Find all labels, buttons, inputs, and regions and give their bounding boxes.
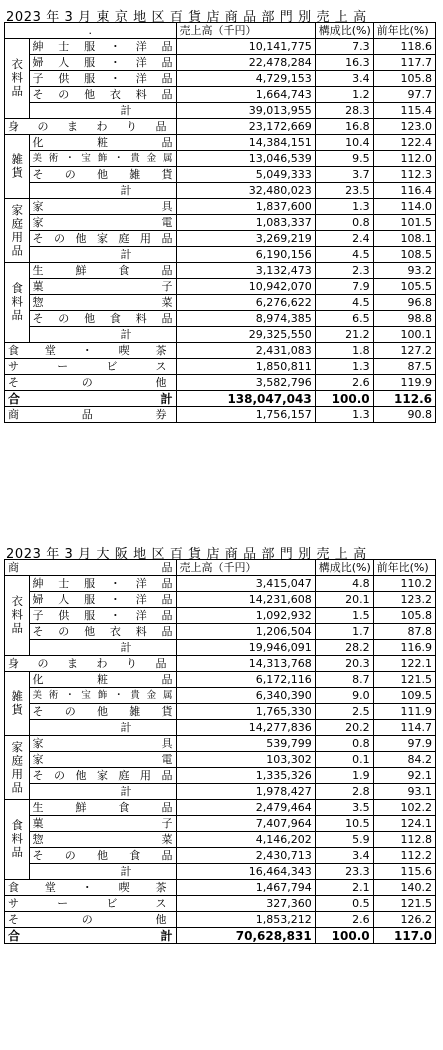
table-row (5, 359, 436, 375)
yoy-cell: 96.8 (373, 295, 435, 311)
share-cell: 3.5 (315, 800, 373, 816)
row-label: 子供服・洋品 (29, 608, 176, 624)
row-label: 家電 (29, 752, 176, 768)
sales-cell: 1,335,326 (176, 768, 315, 784)
total-label-last: 計 (160, 928, 173, 943)
row-label: 食堂・喫茶 (5, 343, 177, 359)
yoy-cell: 126.2 (373, 912, 435, 928)
sales-cell: 6,340,390 (176, 688, 315, 704)
table-row (5, 800, 436, 816)
yoy-cell: 122.1 (373, 656, 435, 672)
share-cell: 2.5 (315, 704, 373, 720)
sales-cell: 1,837,600 (176, 199, 315, 215)
table-row (5, 167, 436, 183)
sales-cell: 1,765,330 (176, 704, 315, 720)
table-row (5, 151, 436, 167)
sales-cell: 19,946,091 (176, 640, 315, 656)
row-label: 紳士服・洋品 (29, 576, 176, 592)
row-label: 美術・宝飾・貴金属 (29, 151, 176, 167)
yoy-cell: 121.5 (373, 672, 435, 688)
header-row (5, 560, 436, 576)
row-label: 婦人服・洋品 (29, 55, 176, 71)
table-row (5, 624, 436, 640)
sales-cell: 539,799 (176, 736, 315, 752)
table-row (5, 688, 436, 704)
yoy-cell: 97.7 (373, 87, 435, 103)
category-cell: 衣料品 (5, 39, 30, 119)
yoy-cell: 124.1 (373, 816, 435, 832)
yoy-cell: 114.0 (373, 199, 435, 215)
sales-cell: 1,978,427 (176, 784, 315, 800)
osaka-table-title: 2023 年 3 月 大 阪 地 区 百 貨 店 商 品 部 門 別 売 上 高 (6, 547, 367, 562)
header-sales: 売上高（千円） (176, 23, 315, 39)
yoy-cell: 127.2 (373, 343, 435, 359)
share-cell: 2.8 (315, 784, 373, 800)
sales-cell: 6,190,156 (176, 247, 315, 263)
row-label: 惣菜 (29, 832, 176, 848)
sales-cell: 14,277,836 (176, 720, 315, 736)
sales-cell: 14,384,151 (176, 135, 315, 151)
share-cell: 3.4 (315, 848, 373, 864)
subtotal-row (5, 640, 436, 656)
share-cell: 1.3 (315, 407, 373, 423)
share-cell: 23.5 (315, 183, 373, 199)
sales-cell: 3,132,473 (176, 263, 315, 279)
sales-cell: 3,582,796 (176, 375, 315, 391)
table-row (5, 848, 436, 864)
category-cell: 食料品 (5, 800, 30, 880)
row-label: 家具 (29, 199, 176, 215)
yoy-cell: 84.2 (373, 752, 435, 768)
share-cell: 3.4 (315, 71, 373, 87)
row-label: その他雑貨 (29, 167, 176, 183)
table-row (5, 736, 436, 752)
sales-cell: 13,046,539 (176, 151, 315, 167)
yoy-cell: 101.5 (373, 215, 435, 231)
total-label (5, 928, 177, 944)
row-label: 美術・宝飾・貴金属 (29, 688, 176, 704)
table-row (5, 407, 436, 423)
table-row (5, 39, 436, 55)
sales-cell: 1,850,811 (176, 359, 315, 375)
category-cell: 家庭用品 (5, 199, 30, 263)
table-row (5, 295, 436, 311)
share-cell: 4.8 (315, 576, 373, 592)
row-label: 生鮮食品 (29, 800, 176, 816)
sales-cell: 14,231,608 (176, 592, 315, 608)
row-label: その他 (5, 912, 177, 928)
subtotal-row (5, 183, 436, 199)
sales-cell: 327,360 (176, 896, 315, 912)
row-label: その他家庭用品 (29, 231, 176, 247)
header-share: 構成比(%) (315, 560, 373, 576)
table-row (5, 752, 436, 768)
yoy-cell: 112.8 (373, 832, 435, 848)
sales-cell: 16,464,343 (176, 864, 315, 880)
sales-cell: 22,478,284 (176, 55, 315, 71)
yoy-cell: 118.6 (373, 39, 435, 55)
yoy-cell: 112.6 (373, 391, 435, 407)
header-label (5, 560, 177, 576)
yoy-cell: 112.3 (373, 167, 435, 183)
table-row (5, 119, 436, 135)
sales-cell: 5,049,333 (176, 167, 315, 183)
row-label: 化粧品 (29, 672, 176, 688)
table-row (5, 608, 436, 624)
yoy-cell: 105.8 (373, 608, 435, 624)
sales-cell: 10,942,070 (176, 279, 315, 295)
grand-total-row (5, 391, 436, 407)
share-cell: 2.1 (315, 880, 373, 896)
subtotal-row (5, 327, 436, 343)
share-cell: 1.3 (315, 359, 373, 375)
sales-cell: 4,146,202 (176, 832, 315, 848)
subtotal-label: 計 (29, 183, 176, 199)
yoy-cell: 111.9 (373, 704, 435, 720)
share-cell: 28.3 (315, 103, 373, 119)
header-yoy: 前年比(%) (373, 23, 435, 39)
yoy-cell: 97.9 (373, 736, 435, 752)
row-label: 家電 (29, 215, 176, 231)
yoy-cell: 115.6 (373, 864, 435, 880)
share-cell: 2.4 (315, 231, 373, 247)
yoy-cell: 87.5 (373, 359, 435, 375)
table-row (5, 231, 436, 247)
total-label-last: 計 (160, 391, 173, 406)
row-label: 商品券 (5, 407, 177, 423)
share-cell: 20.2 (315, 720, 373, 736)
table-row (5, 880, 436, 896)
sales-cell: 2,430,713 (176, 848, 315, 864)
table-row (5, 279, 436, 295)
yoy-cell: 123.0 (373, 119, 435, 135)
yoy-cell: 109.5 (373, 688, 435, 704)
yoy-cell: 112.2 (373, 848, 435, 864)
category-cell: 食料品 (5, 263, 30, 343)
yoy-cell: 117.7 (373, 55, 435, 71)
header-label-last: 品 (161, 560, 173, 574)
subtotal-label: 計 (29, 103, 176, 119)
row-label: 惣菜 (29, 295, 176, 311)
share-cell: 0.8 (315, 736, 373, 752)
table-row (5, 87, 436, 103)
row-label: 菓子 (29, 816, 176, 832)
share-cell: 9.0 (315, 688, 373, 704)
row-label: その他 (5, 375, 177, 391)
share-cell: 100.0 (315, 391, 373, 407)
table-row (5, 135, 436, 151)
share-cell: 16.3 (315, 55, 373, 71)
yoy-cell: 123.2 (373, 592, 435, 608)
share-cell: 20.1 (315, 592, 373, 608)
yoy-cell: 100.1 (373, 327, 435, 343)
table-row (5, 816, 436, 832)
share-cell: 8.7 (315, 672, 373, 688)
share-cell: 7.3 (315, 39, 373, 55)
header-share: 構成比(%) (315, 23, 373, 39)
yoy-cell: 105.8 (373, 71, 435, 87)
sales-cell: 6,276,622 (176, 295, 315, 311)
category-cell: 衣料品 (5, 576, 30, 656)
share-cell: 1.3 (315, 199, 373, 215)
row-label: 子供服・洋品 (29, 71, 176, 87)
share-cell: 21.2 (315, 327, 373, 343)
table-row (5, 768, 436, 784)
table-row (5, 215, 436, 231)
share-cell: 4.5 (315, 295, 373, 311)
yoy-cell: 112.0 (373, 151, 435, 167)
share-cell: 9.5 (315, 151, 373, 167)
subtotal-label: 計 (29, 784, 176, 800)
subtotal-row (5, 720, 436, 736)
share-cell: 5.9 (315, 832, 373, 848)
row-label: 紳士服・洋品 (29, 39, 176, 55)
subtotal-label: 計 (29, 864, 176, 880)
sales-cell: 23,172,669 (176, 119, 315, 135)
yoy-cell: 121.5 (373, 896, 435, 912)
tokyo-table-title: 2023 年 3 月 東 京 地 区 百 貨 店 商 品 部 門 別 売 上 高 (6, 10, 367, 25)
subtotal-row (5, 784, 436, 800)
header-yoy: 前年比(%) (373, 560, 435, 576)
share-cell: 6.5 (315, 311, 373, 327)
row-label: 食堂・喫茶 (5, 880, 177, 896)
sales-cell: 3,415,047 (176, 576, 315, 592)
subtotal-label: 計 (29, 247, 176, 263)
row-label: 家具 (29, 736, 176, 752)
share-cell: 2.6 (315, 912, 373, 928)
row-label: 化粧品 (29, 135, 176, 151)
yoy-cell: 90.8 (373, 407, 435, 423)
total-label-first: 合 (8, 928, 21, 943)
share-cell: 7.9 (315, 279, 373, 295)
share-cell: 10.5 (315, 816, 373, 832)
row-label: サービス (5, 359, 177, 375)
header-label-first: 商 (8, 560, 19, 574)
share-cell: 20.3 (315, 656, 373, 672)
sales-cell: 4,729,153 (176, 71, 315, 87)
table-row (5, 71, 436, 87)
share-cell: 10.4 (315, 135, 373, 151)
yoy-cell: 93.2 (373, 263, 435, 279)
yoy-cell: 105.5 (373, 279, 435, 295)
table-row (5, 672, 436, 688)
share-cell: 1.8 (315, 343, 373, 359)
category-cell: 家庭用品 (5, 736, 30, 800)
yoy-cell: 93.1 (373, 784, 435, 800)
sales-cell: 32,480,023 (176, 183, 315, 199)
grand-total-row (5, 928, 436, 944)
sales-cell: 138,047,043 (176, 391, 315, 407)
yoy-cell: 108.1 (373, 231, 435, 247)
total-label-first: 合 (8, 391, 21, 406)
share-cell: 1.9 (315, 768, 373, 784)
row-label: その他食品 (29, 848, 176, 864)
header-row (5, 23, 436, 39)
sales-cell: 103,302 (176, 752, 315, 768)
share-cell: 0.8 (315, 215, 373, 231)
yoy-cell: 110.2 (373, 576, 435, 592)
sales-cell: 14,313,768 (176, 656, 315, 672)
yoy-cell: 87.8 (373, 624, 435, 640)
row-label: その他食料品 (29, 311, 176, 327)
sales-cell: 7,407,964 (176, 816, 315, 832)
table-row (5, 199, 436, 215)
share-cell: 16.8 (315, 119, 373, 135)
yoy-cell: 122.4 (373, 135, 435, 151)
sales-cell: 70,628,831 (176, 928, 315, 944)
sales-cell: 1,083,337 (176, 215, 315, 231)
row-label: その他衣料品 (29, 87, 176, 103)
table-row (5, 592, 436, 608)
row-label: その他家庭用品 (29, 768, 176, 784)
subtotal-label: 計 (29, 327, 176, 343)
yoy-cell: 102.2 (373, 800, 435, 816)
table-row (5, 912, 436, 928)
table-row (5, 576, 436, 592)
yoy-cell: 114.7 (373, 720, 435, 736)
header-sales: 売上高（千円） (176, 560, 315, 576)
table-row (5, 896, 436, 912)
row-label: その他雑貨 (29, 704, 176, 720)
sales-cell: 1,092,932 (176, 608, 315, 624)
row-label: その他衣料品 (29, 624, 176, 640)
sales-cell: 6,172,116 (176, 672, 315, 688)
sales-cell: 2,479,464 (176, 800, 315, 816)
sales-cell: 8,974,385 (176, 311, 315, 327)
table-row (5, 704, 436, 720)
tokyo-sales-table (4, 22, 436, 423)
subtotal-label: 計 (29, 640, 176, 656)
table-row (5, 311, 436, 327)
sales-cell: 1,206,504 (176, 624, 315, 640)
sales-cell: 1,853,212 (176, 912, 315, 928)
table-row (5, 55, 436, 71)
sales-cell: 29,325,550 (176, 327, 315, 343)
share-cell: 23.3 (315, 864, 373, 880)
subtotal-row (5, 864, 436, 880)
yoy-cell: 92.1 (373, 768, 435, 784)
yoy-cell: 115.4 (373, 103, 435, 119)
row-label: 身のまわり品 (5, 656, 177, 672)
yoy-cell: 98.8 (373, 311, 435, 327)
share-cell: 28.2 (315, 640, 373, 656)
category-cell: 雑貨 (5, 672, 30, 736)
sales-cell: 2,431,083 (176, 343, 315, 359)
subtotal-label: 計 (29, 720, 176, 736)
row-label: 身のまわり品 (5, 119, 177, 135)
share-cell: 4.5 (315, 247, 373, 263)
table-row (5, 375, 436, 391)
yoy-cell: 116.4 (373, 183, 435, 199)
total-label (5, 391, 177, 407)
share-cell: 0.1 (315, 752, 373, 768)
share-cell: 1.7 (315, 624, 373, 640)
sales-cell: 3,269,219 (176, 231, 315, 247)
table-row (5, 656, 436, 672)
row-label: 婦人服・洋品 (29, 592, 176, 608)
row-label: 生鮮食品 (29, 263, 176, 279)
table-row (5, 263, 436, 279)
yoy-cell: 108.5 (373, 247, 435, 263)
yoy-cell: 140.2 (373, 880, 435, 896)
sales-cell: 10,141,775 (176, 39, 315, 55)
subtotal-row (5, 247, 436, 263)
share-cell: 2.6 (315, 375, 373, 391)
sales-cell: 1,467,794 (176, 880, 315, 896)
row-label: 菓子 (29, 279, 176, 295)
row-label: サービス (5, 896, 177, 912)
sales-cell: 39,013,955 (176, 103, 315, 119)
yoy-cell: 117.0 (373, 928, 435, 944)
sales-cell: 1,664,743 (176, 87, 315, 103)
share-cell: 1.5 (315, 608, 373, 624)
share-cell: 1.2 (315, 87, 373, 103)
subtotal-row (5, 103, 436, 119)
sales-cell: 1,756,157 (176, 407, 315, 423)
share-cell: 2.3 (315, 263, 373, 279)
share-cell: 0.5 (315, 896, 373, 912)
category-cell: 雑貨 (5, 135, 30, 199)
share-cell: 3.7 (315, 167, 373, 183)
yoy-cell: 119.9 (373, 375, 435, 391)
table-row (5, 832, 436, 848)
table-row (5, 343, 436, 359)
share-cell: 100.0 (315, 928, 373, 944)
osaka-sales-table (4, 559, 436, 944)
header-label: . (5, 23, 177, 39)
yoy-cell: 116.9 (373, 640, 435, 656)
